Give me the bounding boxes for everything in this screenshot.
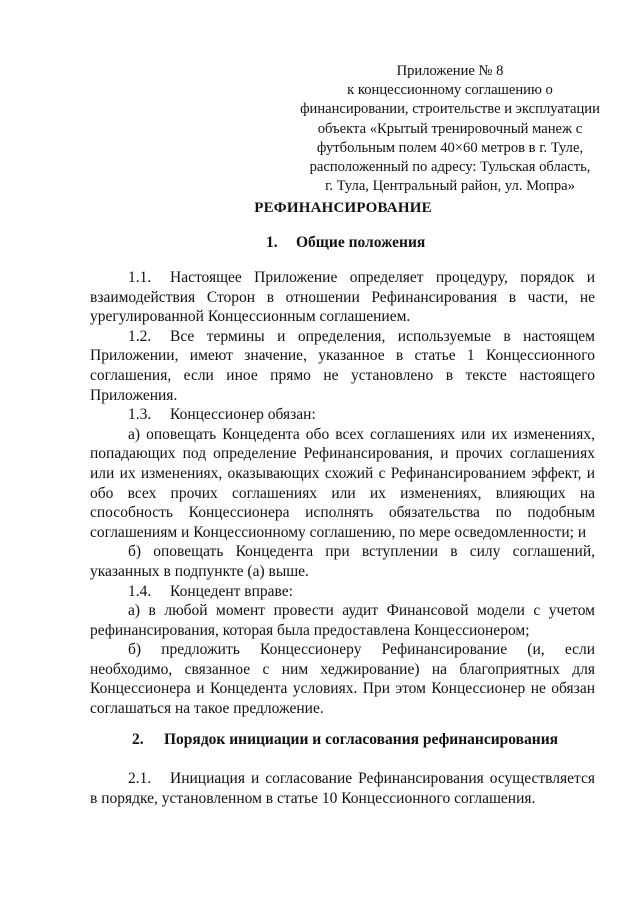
section-title: Порядок инициации и согласования рефинансирования — [164, 731, 559, 748]
subparagraph-1-4-a: а) в любой момент провести аудит Финансовой модели с учетом рефинансирования, которая была предоставлена Концессионером; — [90, 602, 595, 639]
subparagraph-1-3-a: а) оповещать Концедента обо всех соглашениях или их изменениях, попадающих под определение Рефинансирования, и прочих соглашениях или их изменениях, оказывающих схожий с Рефинансированием эффект, и обо всех прочих соглашениях или их изменениях, влияющих на способность Концессионера исполнять обязательства по подобным соглашениям и Концессионному соглашению, по мере осведомленности; и — [90, 425, 595, 541]
document-title: РЕФИНАНСИРОВАНИЕ — [254, 200, 432, 216]
appendix-line: г. Тула, Центральный район, ул. Мопра» — [325, 178, 575, 195]
appendix-line: Приложение № 8 — [396, 63, 504, 79]
paragraph-number: 1.3. — [128, 406, 152, 424]
paragraph-number: 2.1. — [128, 770, 152, 787]
paragraph-1-4 — [90, 582, 595, 602]
section-number: 1. — [266, 234, 278, 251]
section-1-heading — [266, 234, 425, 252]
section-2-body — [90, 769, 595, 808]
section-2-heading — [132, 731, 558, 749]
appendix-line: к концессионному соглашению о — [347, 82, 553, 99]
appendix-line: футбольным полем 40×60 метров в г. Туле, — [316, 139, 584, 156]
subparagraph-1-4-b: б) предложить Концессионеру Рефинансирование (и, если необходимо, связанное с ним хеджирование) на благоприятных для Концессионера и Концедента условиях. При этом Концессионер не обязан соглашаться на такое предложение. — [90, 641, 595, 718]
paragraph-text: Инициация и согласование Рефинансирования осуществляется в порядке, установленном в статье 10 Концессионного соглашения. — [90, 770, 595, 807]
subparagraph-1-3-b: б) оповещать Концедента при вступлении в силу соглашений, указанных в подпункте (а) выше. — [90, 543, 595, 580]
paragraph-number: 1.1. — [128, 269, 152, 286]
section-number: 2. — [132, 731, 144, 748]
appendix-line: расположенный по адресу: Тульская область, — [309, 159, 591, 176]
appendix-line: объекта «Крытый тренировочный манеж с — [317, 120, 583, 137]
paragraph-1-3 — [90, 405, 595, 425]
paragraph-text: Все термины и определения, используемые в настоящем Приложении, имеют значение, указанное в статье 1 Концессионного соглашения, если иное прямо не установлено в тексте настоящего Приложения. — [90, 327, 595, 404]
paragraph-text: Настоящее Приложение определяет процедуру, порядок и взаимодействия Сторон в отношении Рефинансирования в части, не урегулированной Концессионным соглашением. — [90, 269, 595, 326]
appendix-header — [300, 62, 600, 196]
paragraph-number: 1.2. — [128, 327, 152, 345]
paragraph-text: Концедент вправе: — [170, 582, 293, 600]
paragraph-1-1 — [90, 268, 595, 327]
paragraph-2-1 — [90, 769, 595, 808]
paragraph-text: Концессионер обязан: — [170, 406, 316, 424]
paragraph-1-2 — [90, 327, 595, 405]
section-title: Общие положения — [296, 234, 426, 251]
appendix-line: финансировании, строительстве и эксплуатации — [300, 101, 600, 118]
paragraph-number: 1.4. — [128, 582, 152, 600]
section-1-body — [90, 268, 595, 719]
